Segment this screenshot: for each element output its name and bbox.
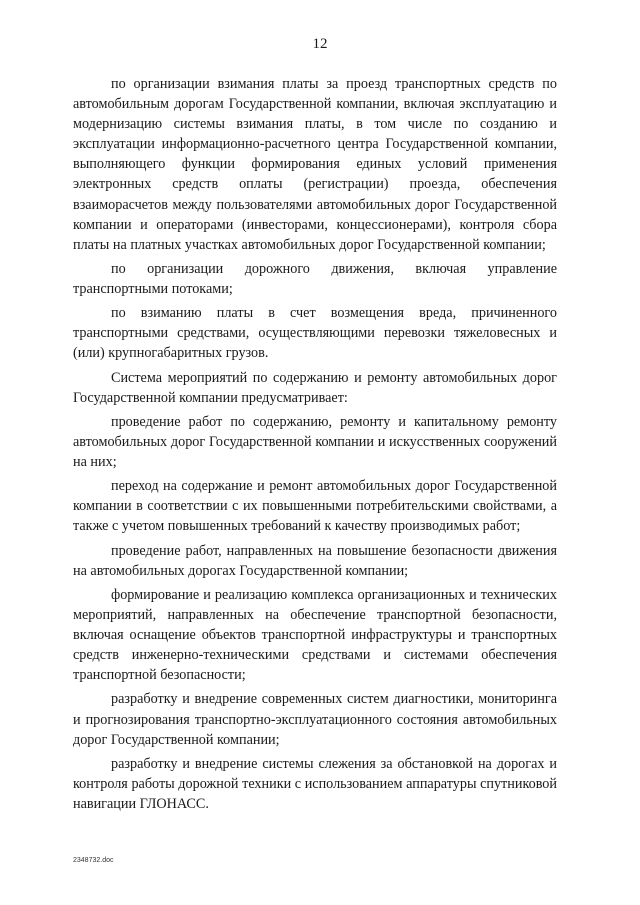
paragraph: по организации взимания платы за проезд транспортных средств по автомобильным дорогам Государственной компании, включая эксплуатацию и модернизацию системы взимания платы, в том числе по созданию и эксплуатации информационно-расчетного центра Государственной компании, выполняющего функции формирования единых условий применения электронных средств оплаты (регистрации) проезда, обеспечения взаиморасчетов между пользователями автомобильных дорог Государственной компании и операторами (инвесторами, концессионерами), контроля сбора платы на платных участках автомобильных дорог Государственной компании; (73, 76, 557, 253)
paragraph: формирование и реализацию комплекса организационных и технических мероприятий, направленных на обеспечение транспортной безопасности, включая оснащение объектов транспортной инфраструктуры и транспортных средств инженерно-техническими средствами и системами обеспечения транспортной безопасности; (73, 586, 557, 684)
footer-file-code: 2348732.doc (73, 857, 114, 864)
paragraph: по организации дорожного движения, включая управление транспортными потоками; (73, 260, 557, 298)
paragraph: разработку и внедрение системы слежения за обстановкой на дорогах и контроля работы дорожной техники с использованием аппаратуры спутниковой навигации ГЛОНАСС. (73, 755, 557, 813)
paragraph: проведение работ, направленных на повышение безопасности движения на автомобильных дорогах Государственной компании; (73, 542, 557, 579)
paragraph: по взиманию платы в счет возмещения вреда, причиненного транспортными средствами, осуществляющими перевозки тяжеловесных и (или) крупногабаритных грузов. (73, 305, 557, 362)
paragraph: переход на содержание и ремонт автомобильных дорог Государственной компании в соответствии с их повышенными потребительскими свойствами, а также с учетом повышенных требований к качеству производимых работ; (73, 478, 557, 535)
paragraph: проведение работ по содержанию, ремонту и капитальному ремонту автомобильных дорог Государственной компании и искусственных сооружений на них; (73, 413, 557, 471)
document-body (73, 74, 557, 818)
paragraph: Система мероприятий по содержанию и ремонту автомобильных дорог Государственной компании предусматривает: (73, 369, 557, 406)
paragraph: разработку и внедрение современных систем диагностики, мониторинга и прогнозирования транспортно-эксплуатационного состояния автомобильных дорог Государственной компании; (73, 691, 557, 748)
page-number: 12 (312, 36, 328, 52)
